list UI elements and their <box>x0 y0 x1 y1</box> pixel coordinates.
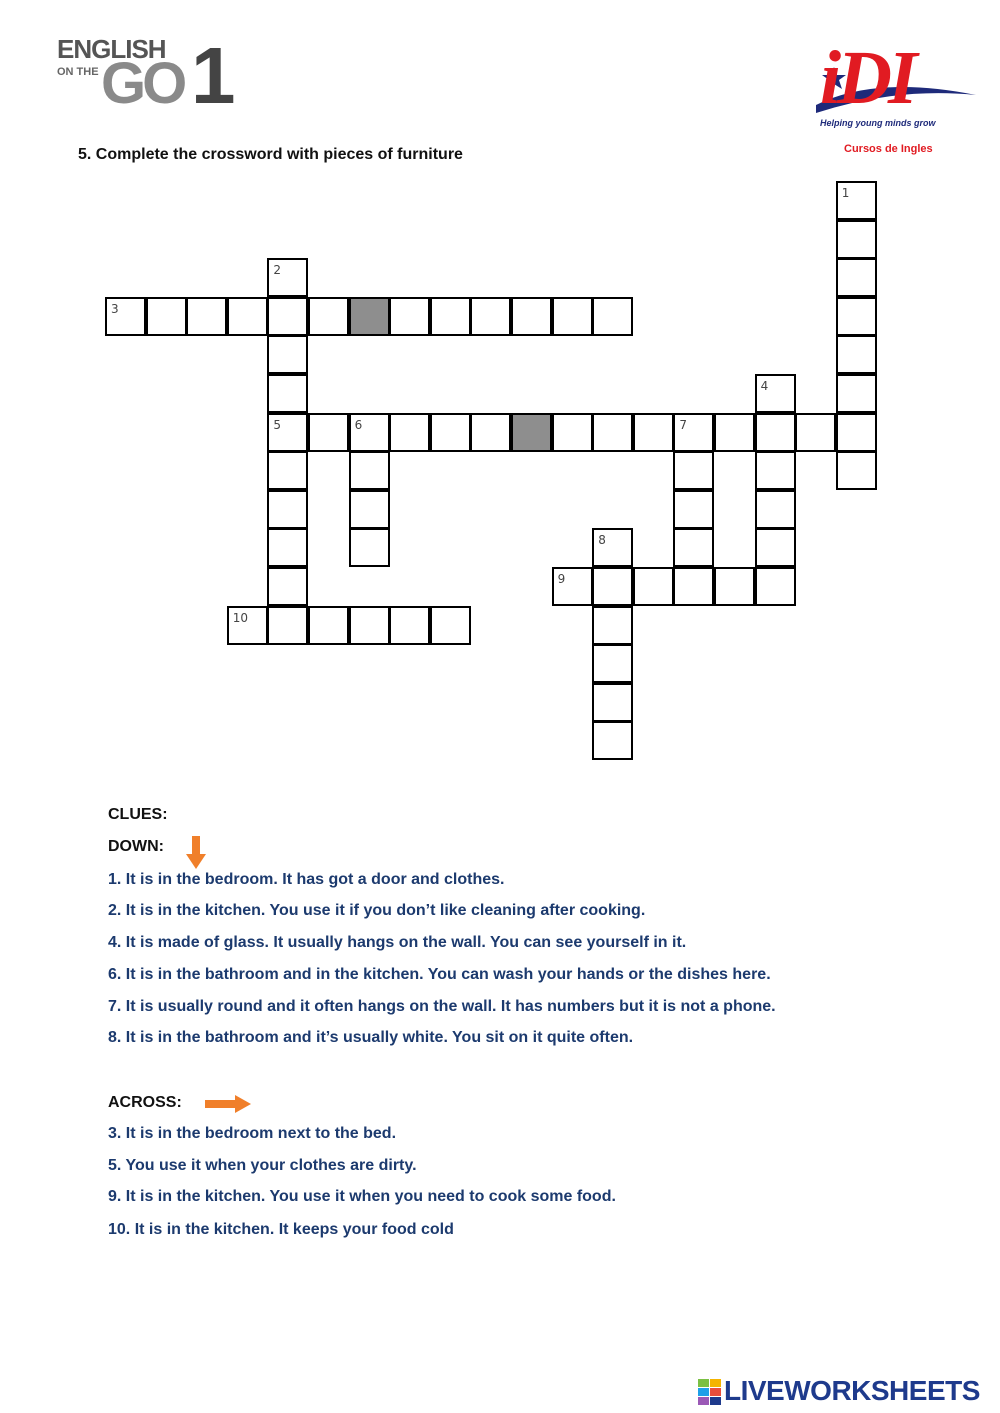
logo-line2: ON THE <box>57 66 99 78</box>
crossword-cell[interactable] <box>389 413 430 452</box>
idi-subtitle: Cursos de Ingles <box>844 143 933 155</box>
crossword-cell[interactable] <box>267 528 308 567</box>
crossword-cell[interactable] <box>389 606 430 645</box>
crossword-cell[interactable] <box>755 490 796 529</box>
clue-number: 10 <box>232 610 249 625</box>
across-clue-9: 9. It is in the kitchen. You use it when you need to cook some food. <box>108 1188 616 1205</box>
down-clue-7: 7. It is usually round and it often hangs on the wall. It has numbers but it is not a phone. <box>108 998 776 1015</box>
crossword-cell[interactable] <box>836 335 877 374</box>
crossword-cell[interactable] <box>552 567 593 606</box>
crossword-cell[interactable] <box>673 490 714 529</box>
crossword-cell[interactable] <box>633 567 674 606</box>
crossword-cell[interactable] <box>470 297 511 336</box>
crossword-cell[interactable] <box>511 297 552 336</box>
clue-number: 9 <box>557 572 566 586</box>
across-clue-5: 5. You use it when your clothes are dirty. <box>108 1157 417 1174</box>
crossword-cell[interactable] <box>267 297 308 336</box>
down-clue-1: 1. It is in the bedroom. It has got a door and clothes. <box>108 871 505 888</box>
crossword-cell[interactable] <box>755 567 796 606</box>
logo-number: 1 <box>191 31 236 120</box>
crossword-cell[interactable] <box>430 606 471 645</box>
crossword-cell[interactable] <box>267 374 308 413</box>
crossword-cell[interactable] <box>308 297 349 336</box>
down-clue-6: 6. It is in the bathroom and in the kitchen. You can wash your hands or the dishes here. <box>108 966 771 983</box>
crossword-cell[interactable] <box>430 297 471 336</box>
crossword-cell[interactable] <box>267 335 308 374</box>
down-heading: DOWN: <box>108 838 164 855</box>
crossword-cell[interactable] <box>836 374 877 413</box>
clue-number: 7 <box>679 417 688 432</box>
crossword-cell[interactable] <box>673 451 714 490</box>
crossword-cell[interactable] <box>592 528 633 567</box>
idi-tagline: Helping young minds grow <box>820 118 936 128</box>
liveworksheets-text: LIVEWORKSHEETS <box>724 1375 980 1406</box>
crossword-cell[interactable] <box>673 528 714 567</box>
clue-number: 5 <box>273 417 282 432</box>
crossword-cell[interactable] <box>592 413 633 452</box>
shaded-cell <box>511 413 552 452</box>
crossword-cell[interactable] <box>267 413 308 452</box>
crossword-cell[interactable] <box>673 413 714 452</box>
crossword-cell[interactable] <box>308 606 349 645</box>
clue-number: 6 <box>354 417 363 432</box>
crossword-cell[interactable] <box>755 528 796 567</box>
crossword-cell[interactable] <box>755 374 796 413</box>
crossword-cell[interactable] <box>592 567 633 606</box>
crossword-cell[interactable] <box>349 528 390 567</box>
clues-heading: CLUES: <box>108 806 168 823</box>
crossword-cell[interactable] <box>633 413 674 452</box>
crossword-cell[interactable] <box>592 644 633 683</box>
across-heading: ACROSS: <box>108 1094 182 1111</box>
crossword-cell[interactable] <box>105 297 146 336</box>
crossword-cell[interactable] <box>836 258 877 297</box>
crossword-cell[interactable] <box>349 413 390 452</box>
crossword-cell[interactable] <box>349 490 390 529</box>
crossword-cell[interactable] <box>389 297 430 336</box>
liveworksheets-brand <box>698 1375 998 1411</box>
crossword-cell[interactable] <box>186 297 227 336</box>
right-arrow-icon <box>205 1095 251 1113</box>
crossword-cell[interactable] <box>552 413 593 452</box>
crossword-cell[interactable] <box>349 606 390 645</box>
crossword-cell[interactable] <box>795 413 836 452</box>
shaded-cell <box>349 297 390 336</box>
clue-number: 4 <box>760 379 769 393</box>
crossword-cell[interactable] <box>836 297 877 336</box>
logo-line3: GO <box>101 51 184 116</box>
crossword-cell[interactable] <box>227 297 268 336</box>
crossword-cell[interactable] <box>673 567 714 606</box>
crossword-cell[interactable] <box>836 220 877 259</box>
crossword-cell[interactable] <box>267 451 308 490</box>
crossword-cell[interactable] <box>714 413 755 452</box>
crossword-cell[interactable] <box>592 606 633 645</box>
crossword-cell[interactable] <box>836 181 877 220</box>
crossword-cell[interactable] <box>349 451 390 490</box>
crossword-cell[interactable] <box>755 413 796 452</box>
crossword-cell[interactable] <box>227 606 268 645</box>
down-clue-8: 8. It is in the bathroom and it’s usually white. You sit on it quite often. <box>108 1029 634 1046</box>
clue-number: 1 <box>841 186 850 200</box>
crossword-cell[interactable] <box>552 297 593 336</box>
crossword-cell[interactable] <box>714 567 755 606</box>
crossword-cell[interactable] <box>308 413 349 452</box>
clue-number: 3 <box>111 301 119 316</box>
down-clue-4: 4. It is made of glass. It usually hangs on the wall. You can see yourself in it. <box>108 934 687 951</box>
crossword-cell[interactable] <box>470 413 511 452</box>
down-arrow-icon <box>186 836 206 869</box>
across-clue-10: 10. It is in the kitchen. It keeps your food cold <box>108 1221 454 1238</box>
crossword-cell[interactable] <box>755 451 796 490</box>
idi-letters: iDI <box>820 36 914 120</box>
crossword-cell[interactable] <box>592 721 633 760</box>
crossword-cell[interactable] <box>267 606 308 645</box>
crossword-cell[interactable] <box>267 567 308 606</box>
down-clue-2: 2. It is in the kitchen. You use it if you don’t like cleaning after cooking. <box>108 902 646 919</box>
liveworksheets-logo-icon <box>698 1379 722 1407</box>
crossword-cell[interactable] <box>592 297 633 336</box>
clue-number: 2 <box>273 263 282 278</box>
crossword-cell[interactable] <box>430 413 471 452</box>
crossword-cell[interactable] <box>267 490 308 529</box>
instruction: 5. Complete the crossword with pieces of furniture <box>78 146 463 163</box>
crossword-cell[interactable] <box>592 683 633 722</box>
crossword-cell[interactable] <box>146 297 187 336</box>
crossword-cell[interactable] <box>267 258 308 297</box>
clue-number: 8 <box>598 533 606 548</box>
across-clue-3: 3. It is in the bedroom next to the bed. <box>108 1125 397 1142</box>
crossword-cell[interactable] <box>836 451 877 490</box>
crossword-cell[interactable] <box>836 413 877 452</box>
logo-line1: ENGLISH <box>57 34 166 64</box>
